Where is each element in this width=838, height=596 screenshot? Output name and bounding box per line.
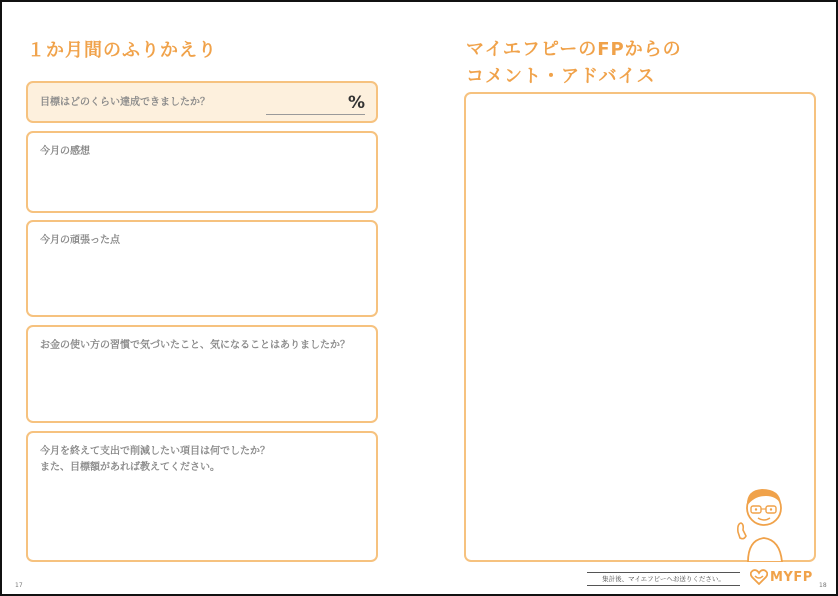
page-title-right [466, 36, 682, 90]
heart-logo-icon [750, 569, 768, 585]
footer-note: 集計後、マイエフピーへお送りください。 [587, 572, 740, 586]
goal-achievement-box [26, 81, 378, 123]
impressions-label: 今月の感想 [40, 146, 90, 157]
goal-percent-unit: % [348, 93, 366, 113]
spending-habits-label: お金の使い方の習慣で気づいたこと、気になることはありましたか？ [40, 340, 350, 351]
reduce-expenses-line1: 今月を終えて支出で削減したい項目は何でしたか？ [40, 446, 270, 457]
logo-text: MYFP [770, 569, 813, 585]
reduce-expenses-box[interactable] [26, 431, 378, 562]
spending-habits-box[interactable] [26, 325, 378, 423]
page-title-left: １か月間のふりかえり [27, 40, 217, 61]
goal-prompt: 目標はどのくらい達成できましたか？ [40, 97, 210, 108]
page-number-right: 18 [819, 582, 827, 589]
efforts-label: 今月の頑張った点 [40, 235, 120, 246]
person-illustration-icon [734, 484, 794, 562]
efforts-box[interactable] [26, 220, 378, 317]
myfp-logo [750, 568, 813, 586]
page-number-left: 17 [15, 582, 23, 589]
goal-percent-field[interactable] [266, 114, 365, 115]
right-title-line1: マイエフピーのFPからの [466, 39, 682, 60]
right-title-line2: コメント・アドバイス [466, 66, 656, 87]
reduce-expenses-label [40, 444, 270, 476]
reduce-expenses-line2: また、目標額があれば教えてください。 [40, 462, 220, 473]
impressions-box[interactable] [26, 131, 378, 213]
